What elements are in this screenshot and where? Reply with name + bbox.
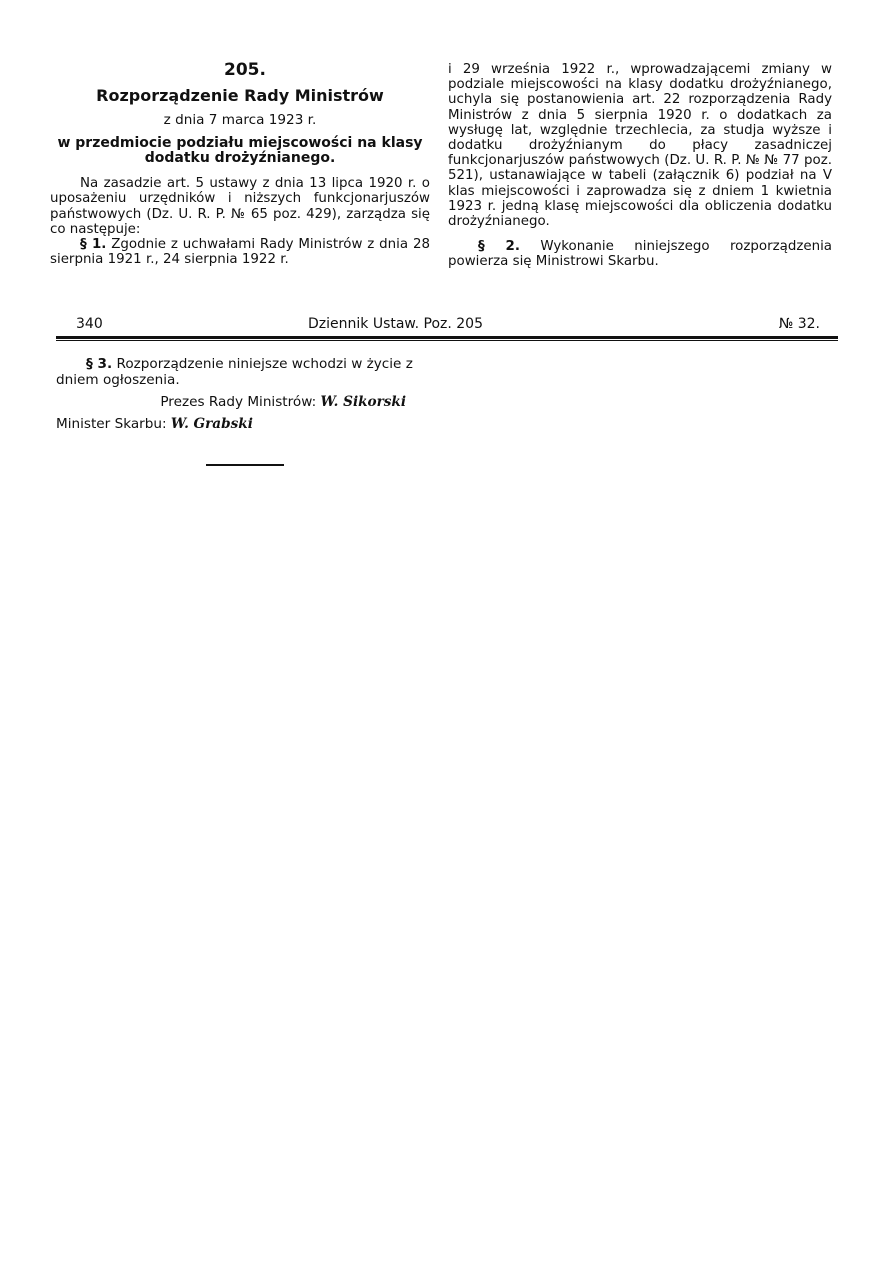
regulation-number: 205. [224, 60, 266, 80]
regulation-date: z dnia 7 marca 1923 r. [163, 112, 317, 128]
intro-paragraph: Na zasadzie art. 5 ustawy z dnia 13 lipca 1920 r. o uposażeniu urzędników i niższych funkcjonarjuszów państwowych (Dz. U. R. P. № 65 poz. 429), zarządza się co następuje: [50, 176, 430, 237]
paragraph-3-label: § 3. [86, 356, 113, 372]
signature-treasury-minister [56, 416, 440, 432]
signature-1-name: W. Sikorski [320, 394, 406, 410]
page-header [56, 316, 836, 334]
signature-prime-minister [56, 394, 440, 410]
signature-2-role: Minister Skarbu: [56, 416, 167, 432]
paragraph-3 [56, 356, 440, 388]
paragraph-1-text: Zgodnie z uchwałami Rady Ministrów z dnia 28 sierpnia 1921 r., 24 sierpnia 1922 r. [50, 237, 430, 268]
closing-section [56, 356, 440, 432]
paragraph-2-text: Wykonanie niniejszego rozporządzenia powierza się Ministrowi Skarbu. [448, 239, 832, 270]
regulation-title: Rozporządzenie Rady Ministrów [96, 86, 384, 105]
issue-number: № 32. [778, 316, 820, 332]
paragraph-1-continuation: i 29 września 1922 r., wprowadzającemi zmiany w podziale miejscowości na klasy dodatku drożyźnianego, uchyla się postanowienia art. 22 rozporządzenia Rady Ministrów z dnia 5 sierpnia 1920 r. o dodatkach za wysługę lat, względnie trzechlecia, za studja wyższe i dodatku drożyźnianym do płacy zasadniczej funkcjonarjuszów państwowych (Dz. U. R. P. № № 77 poz. 521), ustanawiające w tabeli (załącznik 6) podział na V klas miejscowości i zaprowadza się z dniem 1 kwietnia 1923 r. jedną klasę miejscowości dla obliczenia dodatku drożyźnianego. [448, 62, 832, 230]
right-column [448, 62, 832, 270]
regulation-subject: w przedmiocie podziału miejscowości na klasy dodatku drożyźnianego. [57, 135, 423, 167]
signature-1-role: Prezes Rady Ministrów: [160, 394, 317, 410]
journal-reference: Dziennik Ustaw. Poz. 205 [308, 316, 483, 332]
left-column [50, 60, 430, 267]
paragraph-2 [448, 239, 832, 269]
paragraph-1-label: § 1. [80, 237, 107, 253]
page-number: 340 [76, 316, 103, 332]
end-rule [206, 464, 284, 466]
paragraph-2-label: § 2. [478, 239, 520, 255]
paragraph-1 [50, 237, 430, 267]
paragraph-3-text: Rozporządzenie niniejsze wchodzi w życie z dniem ogłoszenia. [56, 356, 413, 388]
header-rule [56, 336, 838, 339]
header-rule-thin [56, 340, 838, 341]
signature-2-name: W. Grabski [170, 416, 253, 432]
